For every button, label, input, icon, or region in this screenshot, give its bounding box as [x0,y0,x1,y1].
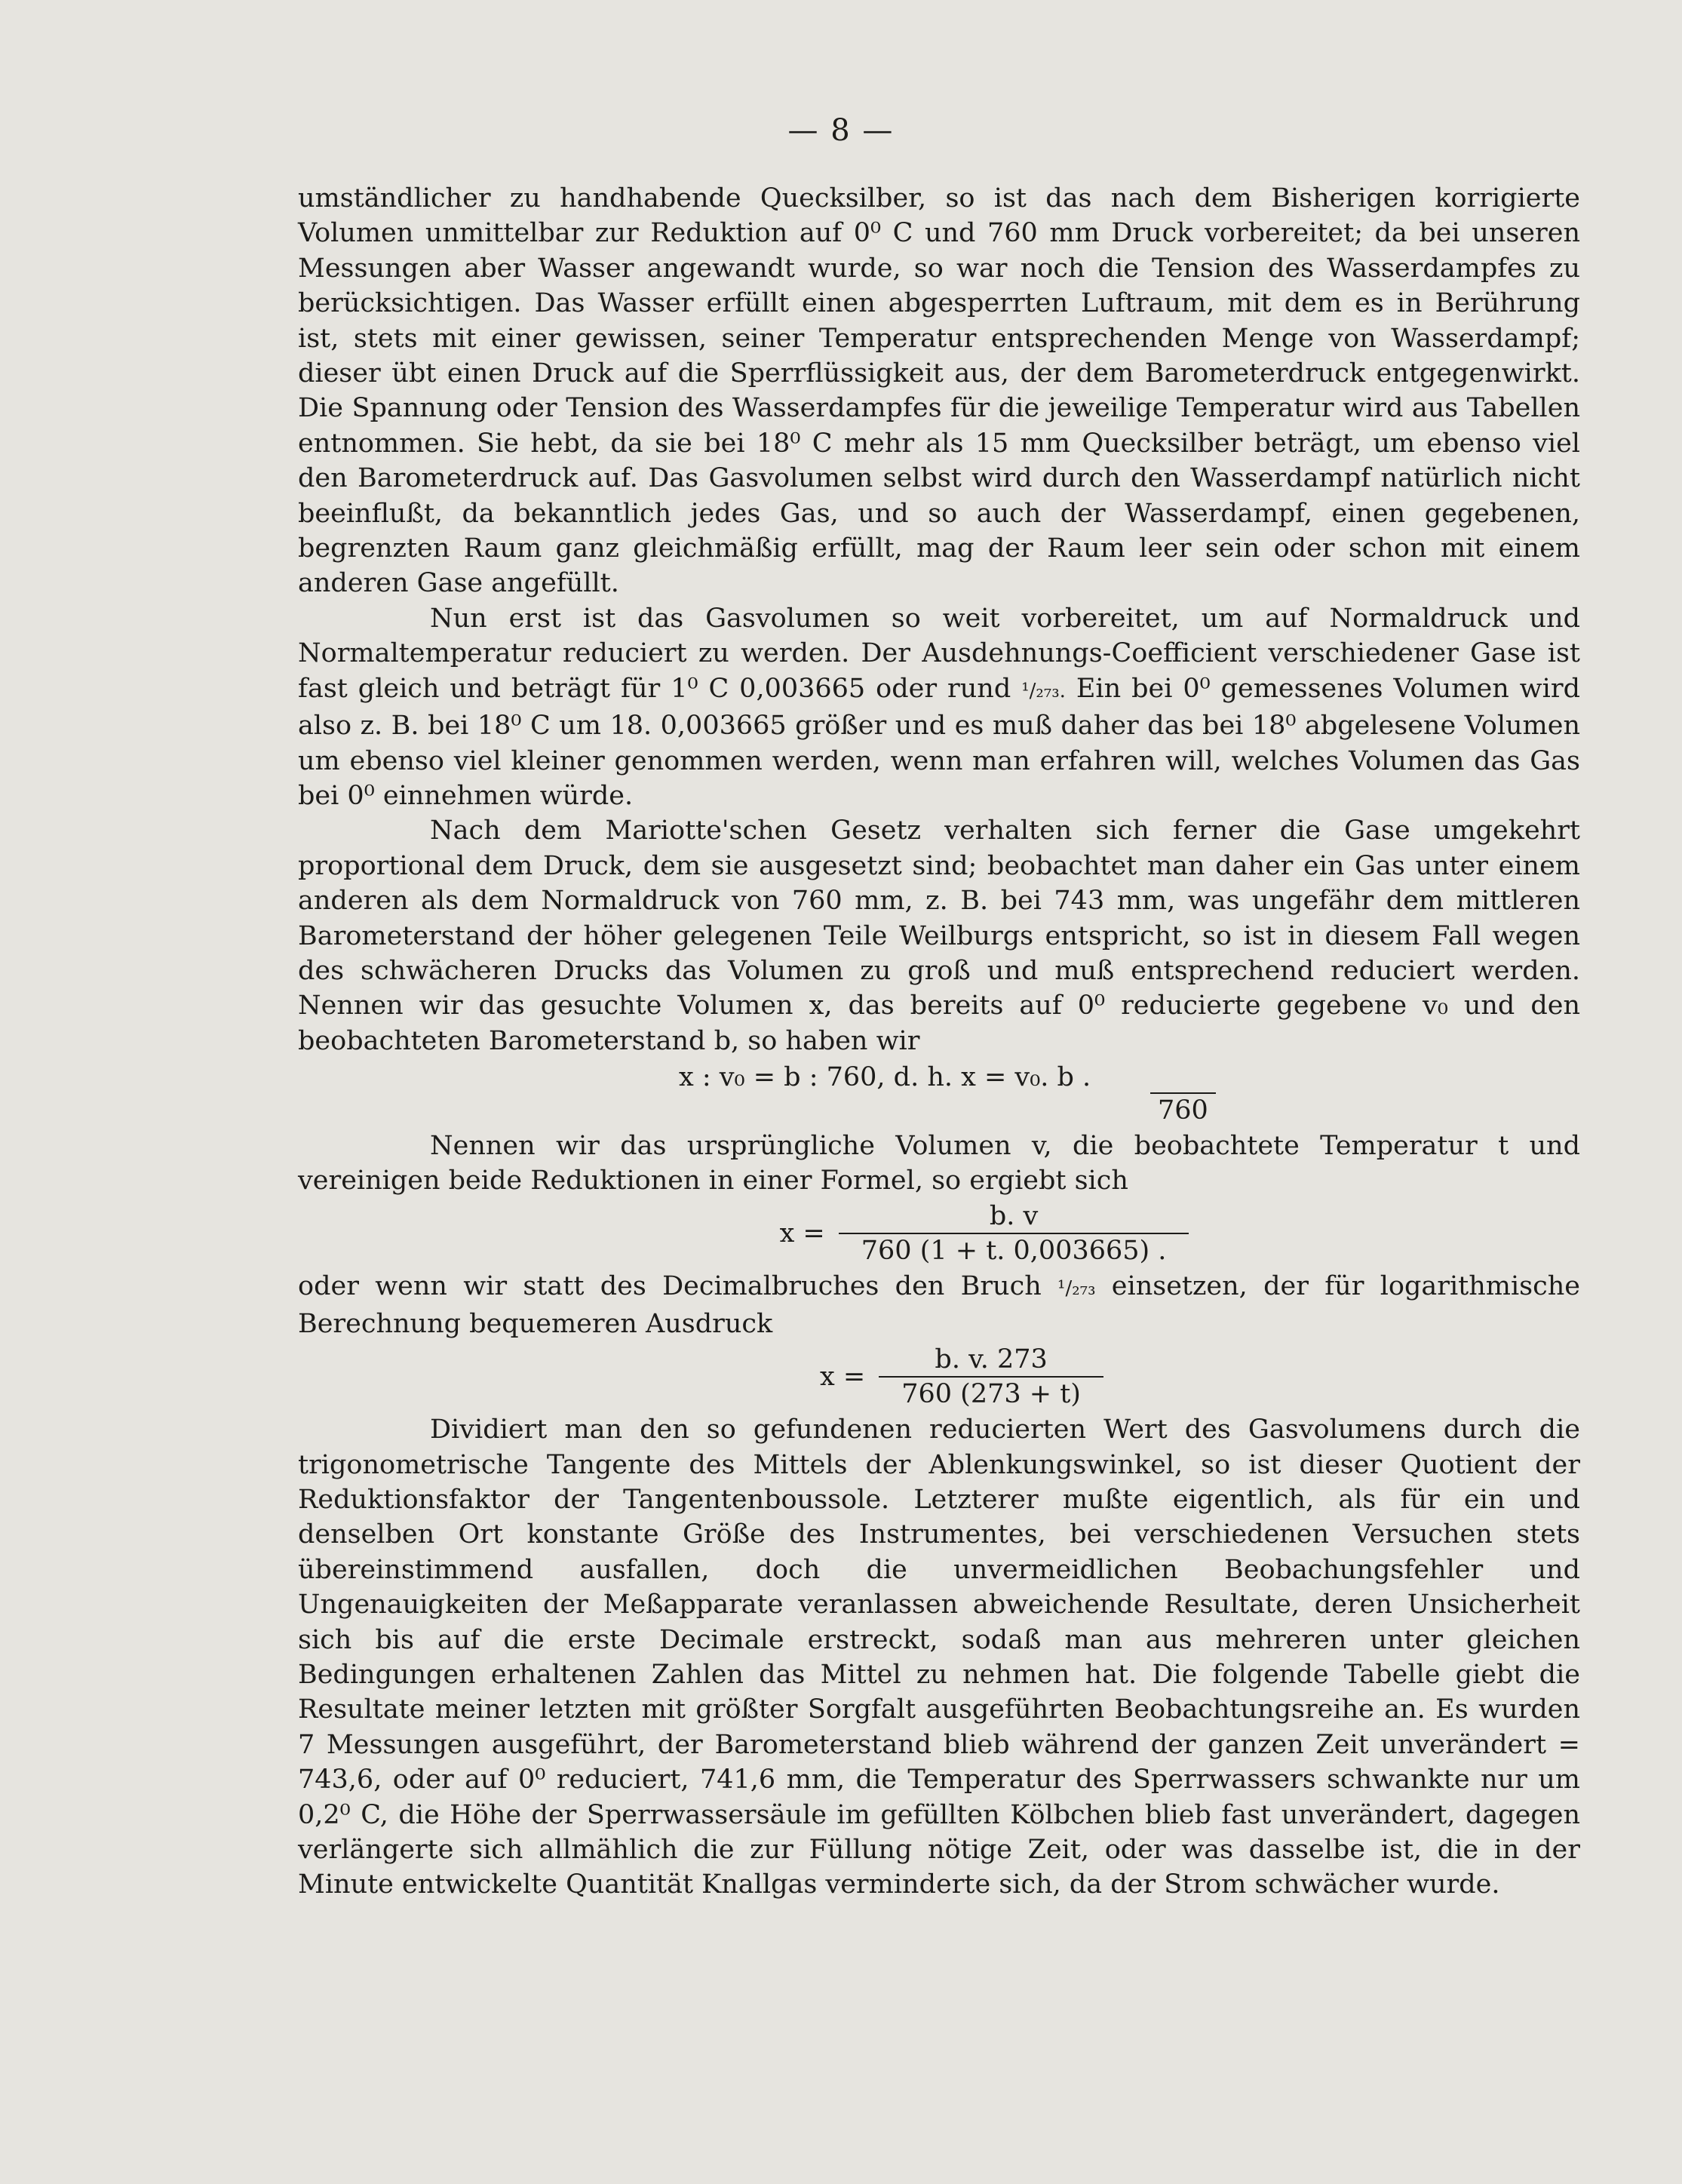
paragraph-2-text-a: Nun erst ist das Gasvolumen so weit vorbereitet, um auf Normaldruck und Normaltemperatur reduciert zu werden. Der Ausdehnungs-Coefficient verschiedener Gase ist fast gleich und beträgt für 1⁰ C 0,003665 oder rund [298,603,1580,704]
fraction-1-273: ¹/₂₇₃. [1021,679,1066,702]
body-text [298,181,1580,1903]
paragraph-2-text-b: Ein bei 0⁰ gemessenes Volumen wird also z. B. bei 18⁰ C um 18. 0,003665 größer und es muß daher das bei 18⁰ abgelesene Volumen um ebenso viel kleiner genommen werden, wenn man erfahren will, welches Volumen das Gas bei 0⁰ einnehmen würde. [298,673,1580,811]
paragraph-5-text-b: einsetzen, der für logarithmische Berechnung bequemeren Ausdruck [298,1271,1580,1339]
formula-combined-reduction [298,1200,1580,1267]
paragraph-1: umständlicher zu handhabende Quecksilber, so ist das nach dem Bisherigen korrigierte Volumen unmittelbar zur Reduktion auf 0⁰ C und 760 mm Druck vorbereitet; da bei unseren Messungen aber Wasser angewandt wurde, so war noch die Tension des Wasserdampfes zu berücksichtigen. Das Wasser erfüllt einen abgesperrten Luftraum, mit dem es in Berührung ist, stets mit einer gewissen, seiner Temperatur entsprechenden Menge von Wasserdampf; dieser übt einen Druck auf die Sperrflüssigkeit aus, der dem Barometerdruck entgegenwirkt. Die Spannung oder Tension des Wasserdampfes für die jeweilige Temperatur wird aus Tabellen entnommen. Sie hebt, da sie bei 18⁰ C mehr als 15 mm Quecksilber beträgt, um ebenso viel den Barometerdruck auf. Das Gasvolumen selbst wird durch den Wasserdampf natürlich nicht beeinflußt, da bekanntlich jedes Gas, und so auch der Wasserdampf, einen gegebenen, begrenzten Raum ganz gleichmäßig erfüllt, mag der Raum leer sein oder schon mit einem anderen Gase angefüllt. [298,183,1580,599]
formula-2-numerator: b. v [989,1201,1039,1232]
paragraph-2 [298,601,1580,813]
formula-3-denominator: 760 (273 + t) [879,1376,1103,1411]
formula-1-expression: x : v₀ = b : 760, d. h. x = v₀. b . [679,1062,1091,1093]
formula-2-denominator: 760 (1 + t. 0,003665) . [839,1233,1189,1267]
paragraph-6: Dividiert man den so gefundenen reducierten Wert des Gasvolumens durch die trigonometrische Tangente des Mittels der Ablenkungswinkel, so ist dieser Quotient der Reduktionsfaktor der Tangentenboussole. Letzterer mußte eigentlich, als für ein und denselben Ort konstante Größe des Instrumentes, bei verschiedenen Versuchen stets übereinstimmend ausfallen, doch die unvermeidlichen Beobachungsfehler und Ungenauigkeiten der Meßapparate veranlassen abweichende Resultate, deren Unsicherheit sich bis auf die erste Decimale erstreckt, sodaß man aus mehreren unter gleichen Bedingungen erhaltenen Zahlen das Mittel zu nehmen hat. Die folgende Tabelle giebt die Resultate meiner letzten mit größter Sorgfalt ausgeführten Beobachtungsreihe an. Es wurden 7 Messungen ausgeführt, der Barometerstand blieb während der ganzen Zeit unverändert = 743,6, oder auf 0⁰ reduciert, 741,6 mm, die Temperatur des Sperrwassers schwankte nur um 0,2⁰ C, die Höhe der Sperrwassersäule im gefüllten Kölbchen blieb fast unverändert, dagegen verlängerte sich allmählich die zur Füllung nötige Zeit, oder was dasselbe ist, die in der Minute entwickelte Quantität Knallgas verminderte sich, da der Strom schwächer wurde. [298,1415,1580,1900]
fraction-1-273-b: ¹/₂₇₃ [1057,1277,1096,1301]
formula-3-numerator: b. v. 273 [935,1344,1048,1375]
paragraph-3: Nach dem Mariotte'schen Gesetz verhalten sich ferner die Gase umgekehrt proportional dem Druck, dem sie ausgesetzt sind; beobachtet man daher ein Gas unter einem anderen als dem Normaldruck von 760 mm, z. B. bei 743 mm, was ungefähr dem mittleren Barometerstand der höher gelegenen Teile Weilburgs entspricht, so ist in diesem Fall wegen des schwächeren Drucks das Volumen zu groß und muß entsprechend reduciert werden. Nennen wir das gesuchte Volumen x, das bereits auf 0⁰ reducierte gegebene v₀ und den beobachteten Barometerstand b, so haben wir [298,816,1580,1056]
formula-1-denominator: 760 [1150,1092,1216,1127]
formula-2-lhs: x = [779,1218,825,1249]
formula-pressure-reduction-denominator-row [298,1092,1580,1127]
formula-3-fraction [879,1343,1103,1411]
formula-pressure-reduction [298,1060,1580,1095]
formula-2-fraction [839,1200,1189,1267]
paragraph-4: Nennen wir das ursprüngliche Volumen v, die beobachtete Temperatur t und vereinigen beide Reduktionen in einer Formel, so ergiebt sich [298,1130,1580,1196]
paragraph-5-text-a: oder wenn wir statt des Decimalbruches den Bruch [298,1271,1042,1302]
paragraph-5 [298,1269,1580,1341]
formula-logarithmic [298,1343,1580,1411]
page-number: — 8 — [787,113,895,148]
formula-3-lhs: x = [820,1361,866,1392]
